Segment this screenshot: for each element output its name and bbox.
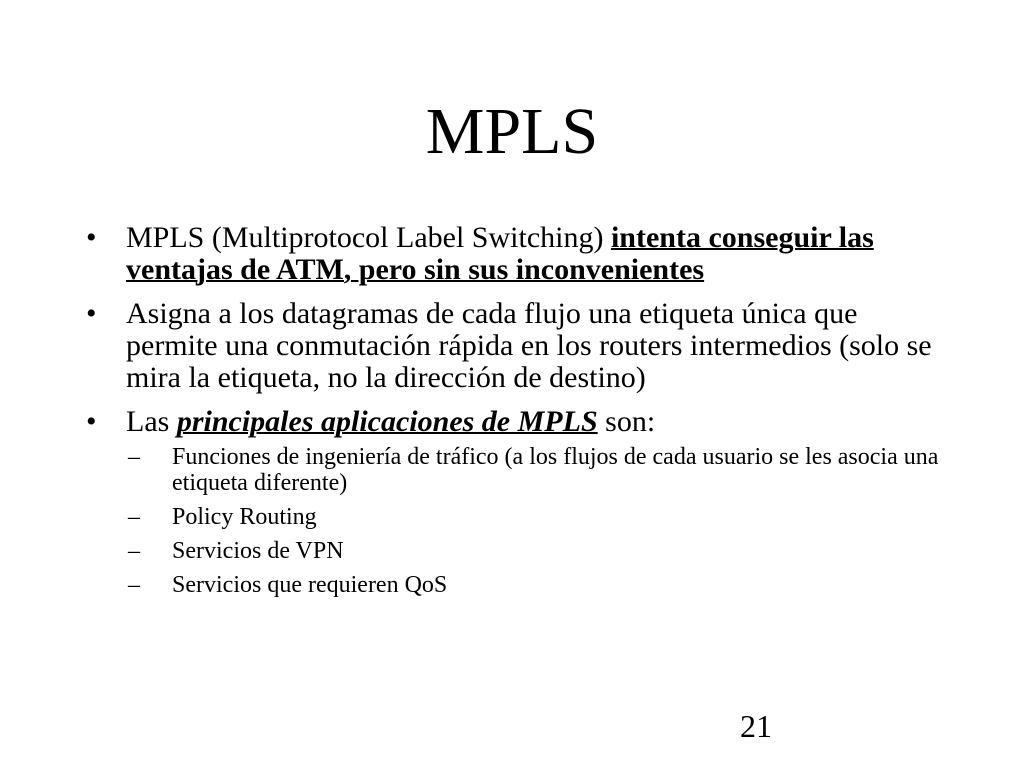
sub-bullet-item — [126, 444, 944, 496]
slide-title: MPLS — [425, 95, 599, 168]
sub-bullet-text: Servicios que requieren QoS — [172, 572, 448, 598]
sub-bullet-marker: – — [128, 504, 140, 530]
bullet-emphasis: principales aplicaciones de MPLS — [176, 405, 598, 438]
bullet-text-after: son: — [597, 405, 656, 438]
bullet-item — [84, 298, 944, 394]
bullet-text: Las — [126, 405, 177, 438]
sub-bullet-item — [126, 504, 944, 530]
bullet-marker: • — [86, 405, 97, 438]
sub-bullet-marker: – — [128, 572, 140, 598]
bullet-marker: • — [86, 297, 97, 330]
bullet-list — [84, 222, 944, 610]
bullet-text: MPLS (Multiprotocol Label Switching) — [126, 221, 611, 254]
sub-bullet-text: Servicios de VPN — [172, 538, 344, 564]
sub-bullet-marker: – — [128, 538, 140, 564]
bullet-text: Asigna a los datagramas de cada flujo una etiqueta única que permite una conmutación rápida en los routers intermedios (solo se mira la etiqueta, no la dirección de destino) — [126, 297, 932, 394]
page-number: 21 — [740, 708, 772, 744]
bullet-item — [84, 222, 944, 286]
sub-bullet-text: Policy Routing — [172, 504, 317, 530]
sub-bullet-item — [126, 572, 944, 598]
bullet-emphasis: intenta conseguir las ventajas de ATM, pero sin sus inconvenientes — [126, 221, 874, 286]
sub-bullet-marker: – — [128, 444, 140, 470]
sub-bullet-item — [126, 538, 944, 564]
bullet-item — [84, 406, 944, 598]
bullet-marker: • — [86, 221, 97, 254]
sub-bullet-text: Funciones de ingeniería de tráfico (a los flujos de cada usuario se les asocia una etiqueta diferente) — [172, 444, 939, 496]
sub-bullet-list — [126, 444, 944, 598]
